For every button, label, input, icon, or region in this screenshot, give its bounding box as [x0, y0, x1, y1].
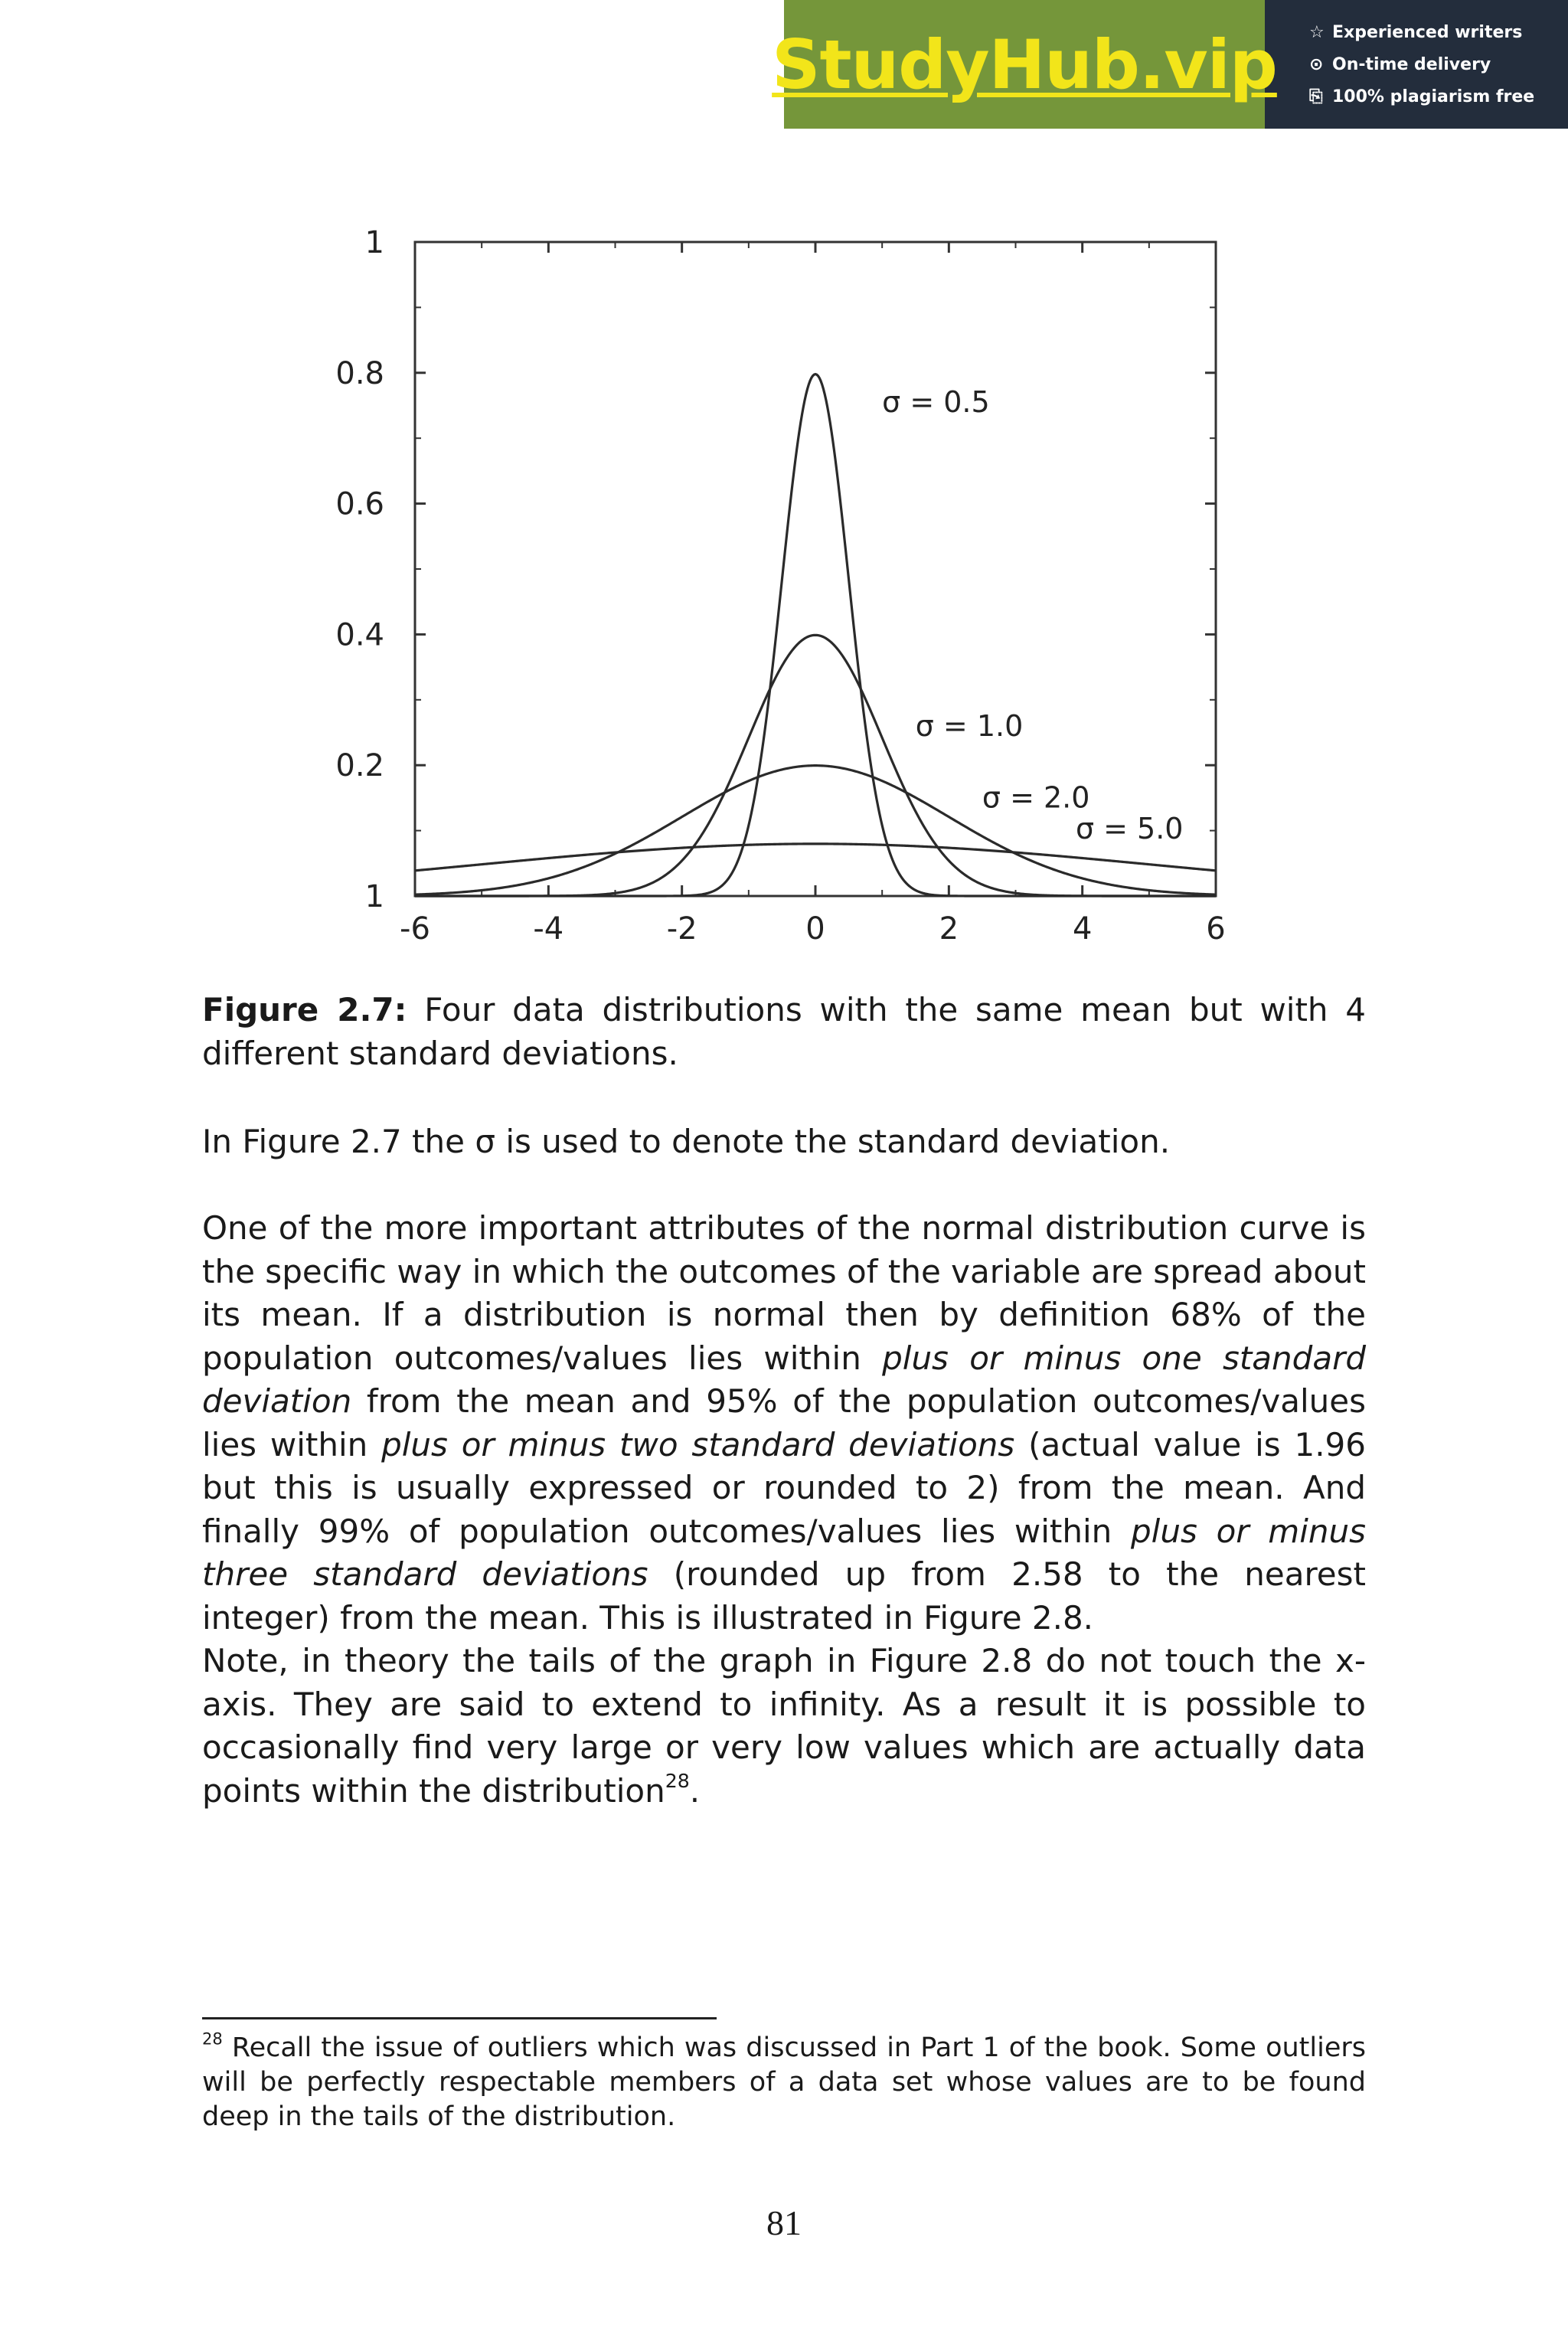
text-run: .: [689, 1771, 701, 1810]
studyhub-logo[interactable]: [772, 0, 1277, 129]
x-tick-label: 4: [1072, 911, 1093, 947]
footnote-text: Recall the issue of outliers which was discussed in Part 1 of the book. Some outliers will be perfectly respectable members of a data set whose values are to be found deep in the tails of the distribution.: [202, 2032, 1366, 2132]
x-tick-label: -2: [666, 911, 697, 947]
emphasis-run: plus or minus three standard deviations: [202, 1512, 1366, 1593]
figure-caption: [202, 988, 1366, 1075]
footnote-number: 28: [202, 2029, 223, 2049]
figure-caption-label: Figure 2.7:: [202, 991, 407, 1028]
figure-caption-text: Four data distributions with the same mean but with 4 different standard deviations.: [202, 991, 1367, 1072]
emphasis-run: plus or minus two standard deviations: [381, 1425, 1015, 1463]
feature-item: [1309, 80, 1568, 113]
text-run: (rounded up from 2.58 to the nearest integer) from the mean. This is illustrated in Figure 2.8.: [202, 1555, 1366, 1637]
chart-series-labels: [882, 385, 1183, 845]
x-tick-label: 0: [805, 911, 825, 947]
text-run: One of the more important attributes of the normal distribution curve is the specific way in which the outcomes of the variable are spread about its mean. If a distribution is normal then by definition 68% of the population outcomes/values lies within: [202, 1209, 1366, 1377]
chart-ticks: [415, 242, 1216, 896]
paragraph-tails-note: [202, 1640, 1366, 1813]
feature-item: [1309, 48, 1568, 80]
y-tick-label: 0.8: [335, 355, 384, 391]
y-tick-label: 1: [364, 225, 384, 260]
text-run: (actual value is 1.96 but this is usually expressed or rounded to 2) from the mean. And finally 99% of population outcomes/values lies within: [202, 1425, 1366, 1550]
text-run: Note, in theory the tails of the graph in Figure 2.8 do not touch the x-axis. They are said to extend to infinity. As a result it is possible to occasionally find very large or very low values which are actually data points within the distribution: [202, 1642, 1366, 1810]
paragraph-sigma-note: In Figure 2.7 the σ is used to denote the standard deviation.: [202, 1123, 1171, 1160]
studyhub-banner[interactable]: [772, 0, 1568, 129]
feature-item: [1309, 16, 1568, 48]
text-run: from the mean and 95% of the population outcomes/values lies within: [202, 1382, 1366, 1463]
y-tick-label: 1: [364, 879, 384, 914]
document-check-icon: ⎘: [1309, 87, 1323, 106]
logo-text: StudyHub.vip: [772, 25, 1277, 104]
distribution-curve: [415, 844, 1216, 871]
footnote-divider: [202, 2017, 717, 2019]
series-label: σ = 0.5: [882, 385, 990, 420]
y-tick-label: 0.6: [335, 486, 384, 522]
x-tick-label: 2: [939, 911, 959, 947]
normal-distribution-chart: [306, 207, 1271, 965]
series-label: σ = 5.0: [1075, 811, 1184, 845]
plot-frame: [415, 242, 1216, 896]
footnote: [202, 2031, 1366, 2134]
feature-label: Experienced writers: [1332, 22, 1523, 42]
x-tick-label: -4: [533, 911, 564, 947]
chart-axes: [415, 242, 1216, 896]
y-tick-label: 0.4: [335, 617, 384, 653]
star-icon: ☆: [1309, 22, 1325, 42]
footnote-reference[interactable]: 28: [665, 1769, 690, 1792]
page-number: 81: [766, 2203, 802, 2242]
x-tick-label: 6: [1206, 911, 1226, 947]
clock-icon: ⊙: [1309, 54, 1324, 74]
paragraph-distribution-spread: [202, 1207, 1366, 1640]
feature-list: [1265, 0, 1568, 129]
feature-label: 100% plagiarism free: [1332, 87, 1535, 106]
emphasis-run: plus or minus one standard deviation: [202, 1339, 1366, 1420]
y-tick-label: 0.2: [335, 748, 384, 784]
x-tick-label: -6: [400, 911, 430, 947]
series-label: σ = 1.0: [915, 708, 1024, 743]
feature-label: On-time delivery: [1332, 54, 1491, 74]
series-label: σ = 2.0: [982, 780, 1090, 815]
